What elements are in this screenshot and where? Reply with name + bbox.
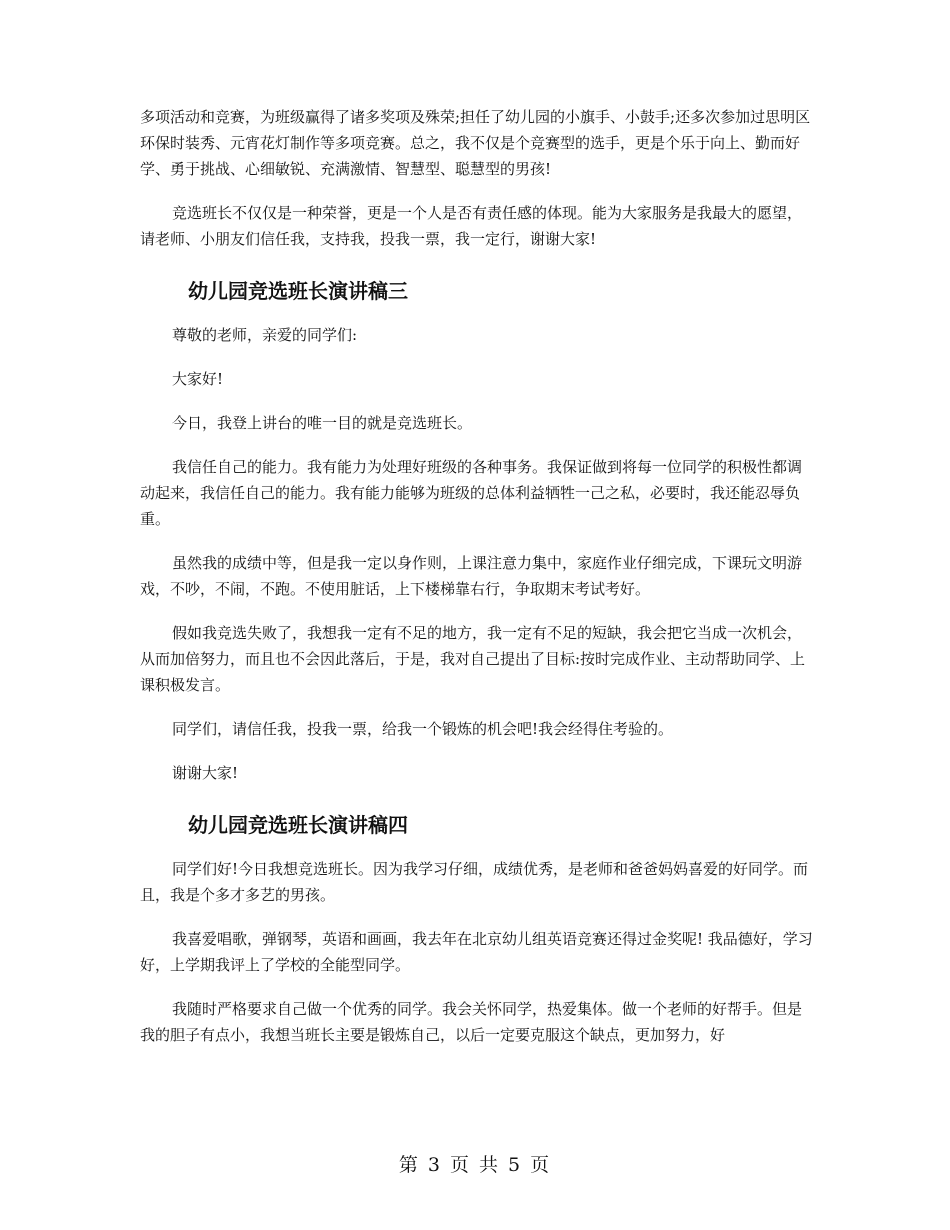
document-body [140, 104, 815, 1048]
paragraph: 竞选班长不仅仅是一种荣誉，更是一个人是否有责任感的体现。能为大家服务是我最大的愿望，请老师、小朋友们信任我，支持我，投我一票，我一定行，谢谢大家! [140, 204, 803, 248]
paragraph: 我喜爱唱歌，弹钢琴，英语和画画，我去年在北京幼儿组英语竞赛还得过金奖呢! 我品德好，学习好，上学期我评上了学校的全能型同学。 [140, 930, 813, 974]
paragraph: 我信任自己的能力。我有能力为处理好班级的各种事务。我保证做到将每一位同学的积极性都调动起来，我信任自己的能力。我有能力能够为班级的总体利益牺牲一己之私，必要时，我还能忍辱负重。 [140, 458, 803, 528]
paragraph: 我随时严格要求自己做一个优秀的同学。我会关怀同学，热爱集体。做一个老师的好帮手。但是我的胆子有点小，我想当班长主要是锻炼自己，以后一定要克服这个缺点，更加努力，好 [140, 1000, 803, 1044]
paragraph: 谢谢大家! [172, 764, 239, 782]
paragraph: 大家好! [172, 370, 224, 388]
paragraph: 尊敬的老师，亲爱的同学们: [172, 326, 358, 344]
section-heading: 幼儿园竞选班长演讲稿四 [188, 813, 408, 837]
paragraph: 虽然我的成绩中等，但是我一定以身作则，上课注意力集中，家庭作业仔细完成，下课玩文明游戏，不吵，不闹，不跑。不使用脏话，上下楼梯靠右行，争取期末考试考好。 [140, 554, 803, 598]
page-footer: 第 3 页 共 5 页 [398, 1154, 552, 1176]
paragraph: 同学们，请信任我，投我一票，给我一个锻炼的机会吧!我会经得住考验的。 [172, 720, 674, 738]
section-heading: 幼儿园竞选班长演讲稿三 [188, 279, 408, 303]
paragraph: 今日，我登上讲台的唯一目的就是竞选班长。 [172, 414, 473, 432]
paragraph: 多项活动和竞赛，为班级赢得了诸多奖项及殊荣;担任了幼儿园的小旗手、小鼓手;还多次参加过思明区环保时装秀、元宵花灯制作等多项竞赛。总之，我不仅是个竞赛型的选手，更是个乐于向上、勤而好学、勇于挑战、心细敏锐、充满激情、智慧型、聪慧型的男孩! [140, 108, 811, 178]
paragraph: 假如我竞选失败了，我想我一定有不足的地方，我一定有不足的短缺，我会把它当成一次机会，从而加倍努力，而且也不会因此落后，于是，我对自己提出了目标:按时完成作业、主动帮助同学、上课积极发言。 [140, 624, 806, 694]
paragraph: 同学们好!今日我想竞选班长。因为我学习仔细，成绩优秀，是老师和爸爸妈妈喜爱的好同学。而且，我是个多才多艺的男孩。 [140, 860, 809, 904]
